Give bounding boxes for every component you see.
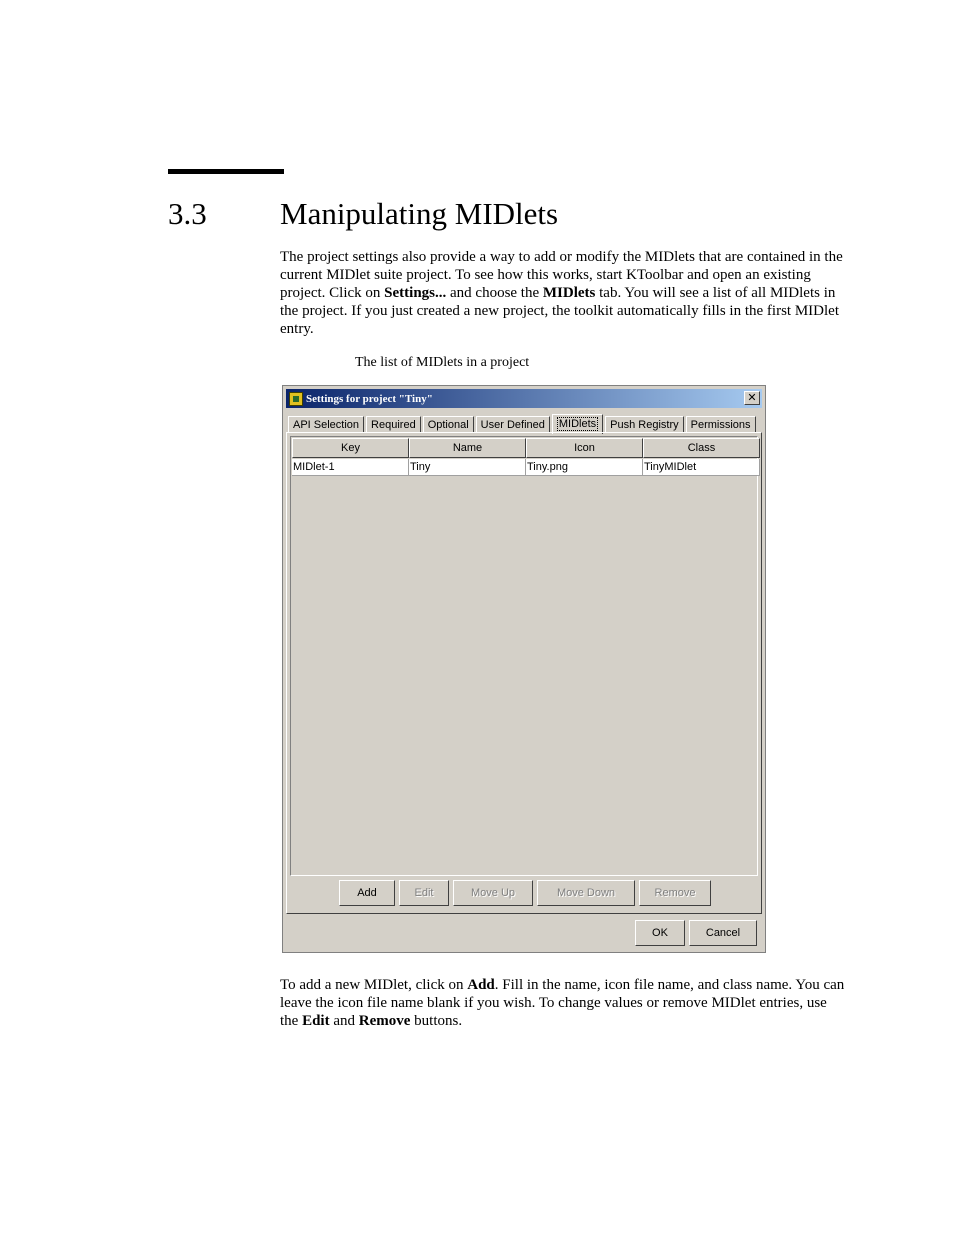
tab-permissions[interactable]: Permissions [686,416,756,433]
outro-text-1: To add a new MIDlet, click on [280,977,468,993]
cell-class[interactable]: TinyMIDlet [643,459,760,476]
add-button[interactable]: Add [339,880,395,906]
intro-text-1: The project settings also provide a way to add or modify the MIDlets that are contained in the current MIDlet suite project. To see how this works, start KToolbar and open an existing project. Click on [280,249,843,301]
tab-midlets[interactable] [552,414,603,434]
cell-name[interactable]: Tiny [409,459,526,476]
midlet-button-row [287,880,763,906]
intro-text-2: and choose the [446,285,543,301]
intro-bold-settings: Settings... [384,285,447,301]
outro-paragraph [280,976,845,1030]
outro-bold-add: Add [467,977,495,993]
outro-bold-remove: Remove [358,1013,411,1029]
tab-user-defined[interactable]: User Defined [476,416,550,433]
dialog-title: Settings for project "Tiny" [306,392,433,405]
column-header-icon[interactable]: Icon [526,438,643,458]
tab-push-registry[interactable]: Push Registry [605,416,683,433]
cancel-button[interactable]: Cancel [689,920,757,946]
move-down-button[interactable]: Move Down [537,880,635,906]
column-header-name[interactable]: Name [409,438,526,458]
table-row[interactable] [292,459,760,476]
figure-caption: The list of MIDlets in a project [355,355,530,370]
intro-paragraph [280,248,845,338]
cell-key[interactable]: MIDlet-1 [292,459,409,476]
column-header-class[interactable]: Class [643,438,760,458]
close-button[interactable]: ✕ [744,391,760,405]
tab-api-selection[interactable]: API Selection [288,416,364,433]
app-icon [289,392,303,406]
section-rule [168,169,284,174]
move-up-button[interactable]: Move Up [453,880,533,906]
outro-text-4: buttons. [410,1013,463,1029]
dialog-titlebar[interactable] [286,389,762,408]
settings-dialog [282,385,766,953]
tab-midlets-label: MIDlets [558,418,597,430]
tab-optional[interactable]: Optional [423,416,474,433]
intro-bold-midlets: MIDlets [542,285,596,301]
midlets-panel [286,432,762,914]
outro-text-2: . Fill in the name, icon file name, and class name. You can leave the icon file name blank if you wish. To change values or remove MIDlet entries, use the [280,977,845,1029]
edit-button[interactable]: Edit [399,880,449,906]
ok-button[interactable]: OK [635,920,685,946]
tab-required[interactable]: Required [366,416,421,433]
dialog-button-row [633,920,759,946]
intro-text-3: tab. You will see a list of all MIDlets in the project. If you just created a new project, the toolkit automatically fills in the first MIDlet entry. [280,285,839,337]
section-number: 3.3 [168,196,207,231]
section-title: Manipulating MIDlets [280,196,559,231]
tab-strip [288,413,758,433]
remove-button[interactable]: Remove [639,880,711,906]
outro-text-3: and [329,1013,359,1029]
midlets-table[interactable] [290,436,758,876]
column-header-key[interactable]: Key [292,438,409,458]
cell-icon[interactable]: Tiny.png [526,459,643,476]
outro-bold-edit: Edit [302,1013,330,1029]
table-header [292,438,760,458]
